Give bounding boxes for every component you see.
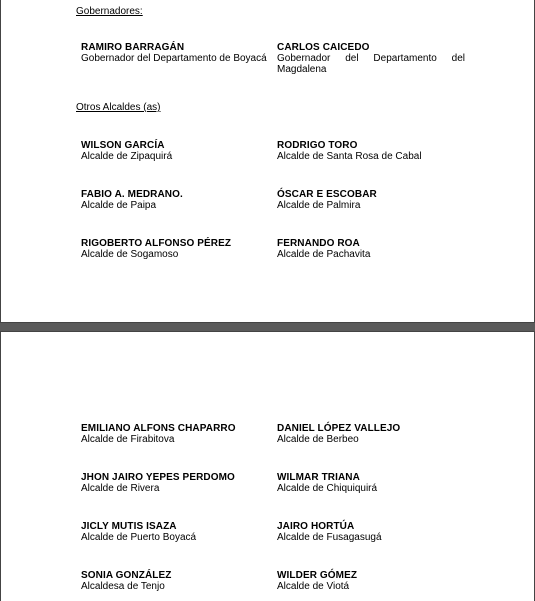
signatory-governor-1 — [81, 42, 269, 64]
signatory-title: Alcalde de Rivera — [81, 483, 160, 494]
signatory-mayor — [81, 570, 271, 592]
signatory-title: Alcalde de Paipa — [81, 200, 157, 211]
signatory-name: WILDER GÓMEZ — [277, 570, 358, 581]
signatory-mayor — [277, 189, 477, 211]
signatory-name: SONIA GONZÁLEZ — [81, 570, 172, 581]
signatory-name: DANIEL LÓPEZ VALLEJO — [277, 423, 401, 434]
signatory-title: Alcalde de Santa Rosa de Cabal — [277, 151, 422, 162]
signatory-mayor — [81, 189, 271, 211]
signatory-title: Alcalde de Chiquiquirá — [277, 483, 378, 494]
signatory-title: Alcaldesa de Tenjo — [81, 581, 165, 592]
signatory-mayor — [81, 472, 271, 494]
signatory-mayor — [277, 238, 477, 260]
signatory-mayor — [277, 521, 477, 543]
signatory-mayor — [277, 423, 477, 445]
signatory-title: Alcalde de Sogamoso — [81, 249, 179, 260]
signatory-name: FABIO A. MEDRANO. — [81, 189, 183, 200]
signatory-name: JHON JAIRO YEPES PERDOMO — [81, 472, 235, 483]
signatory-name: JICLY MUTIS ISAZA — [81, 521, 177, 532]
signatory-name: ÓSCAR E ESCOBAR — [277, 189, 377, 200]
signatory-name: EMILIANO ALFONS CHAPARRO — [81, 423, 236, 434]
signatory-title: Gobernador del Departamento de Boyacá — [81, 53, 267, 64]
signatory-name: RAMIRO BARRAGÁN — [81, 42, 185, 53]
signatory-title: Alcalde de Berbeo — [277, 434, 359, 445]
signatory-title: Alcalde de Palmira — [277, 200, 361, 211]
signatory-title: Alcalde de Firabitova — [81, 434, 175, 445]
signatory-mayor — [81, 423, 271, 445]
signatory-title: Alcalde de Viotá — [277, 581, 350, 592]
signatory-governor-2 — [277, 42, 465, 75]
signatory-mayor — [81, 238, 271, 260]
document-page-2 — [0, 331, 535, 601]
signatory-name: CARLOS CAICEDO — [277, 42, 370, 53]
signatory-mayor — [81, 140, 271, 162]
page-separator — [0, 323, 535, 331]
signatory-name: WILMAR TRIANA — [277, 472, 360, 483]
signatory-name: RODRIGO TORO — [277, 140, 358, 151]
other-mayors-heading: Otros Alcaldes (as) — [76, 102, 161, 113]
signatory-title: Alcalde de Fusagasugá — [277, 532, 382, 543]
governors-heading: Gobernadores: — [76, 6, 143, 17]
signatory-mayor — [277, 570, 477, 592]
signatory-title: Gobernador del Departamento del Magdalena — [277, 53, 465, 75]
signatory-mayor — [277, 140, 477, 162]
signatory-name: FERNANDO ROA — [277, 238, 360, 249]
signatory-name: JAIRO HORTÚA — [277, 521, 355, 532]
signatory-mayor — [81, 521, 271, 543]
signatory-title: Alcalde de Puerto Boyacá — [81, 532, 197, 543]
signatory-mayor — [277, 472, 477, 494]
signatory-name: WILSON GARCÍA — [81, 140, 165, 151]
signatory-title: Alcalde de Zipaquirá — [81, 151, 173, 162]
signatory-name: RIGOBERTO ALFONSO PÉREZ — [81, 238, 232, 249]
signatory-title: Alcalde de Pachavita — [277, 249, 371, 260]
